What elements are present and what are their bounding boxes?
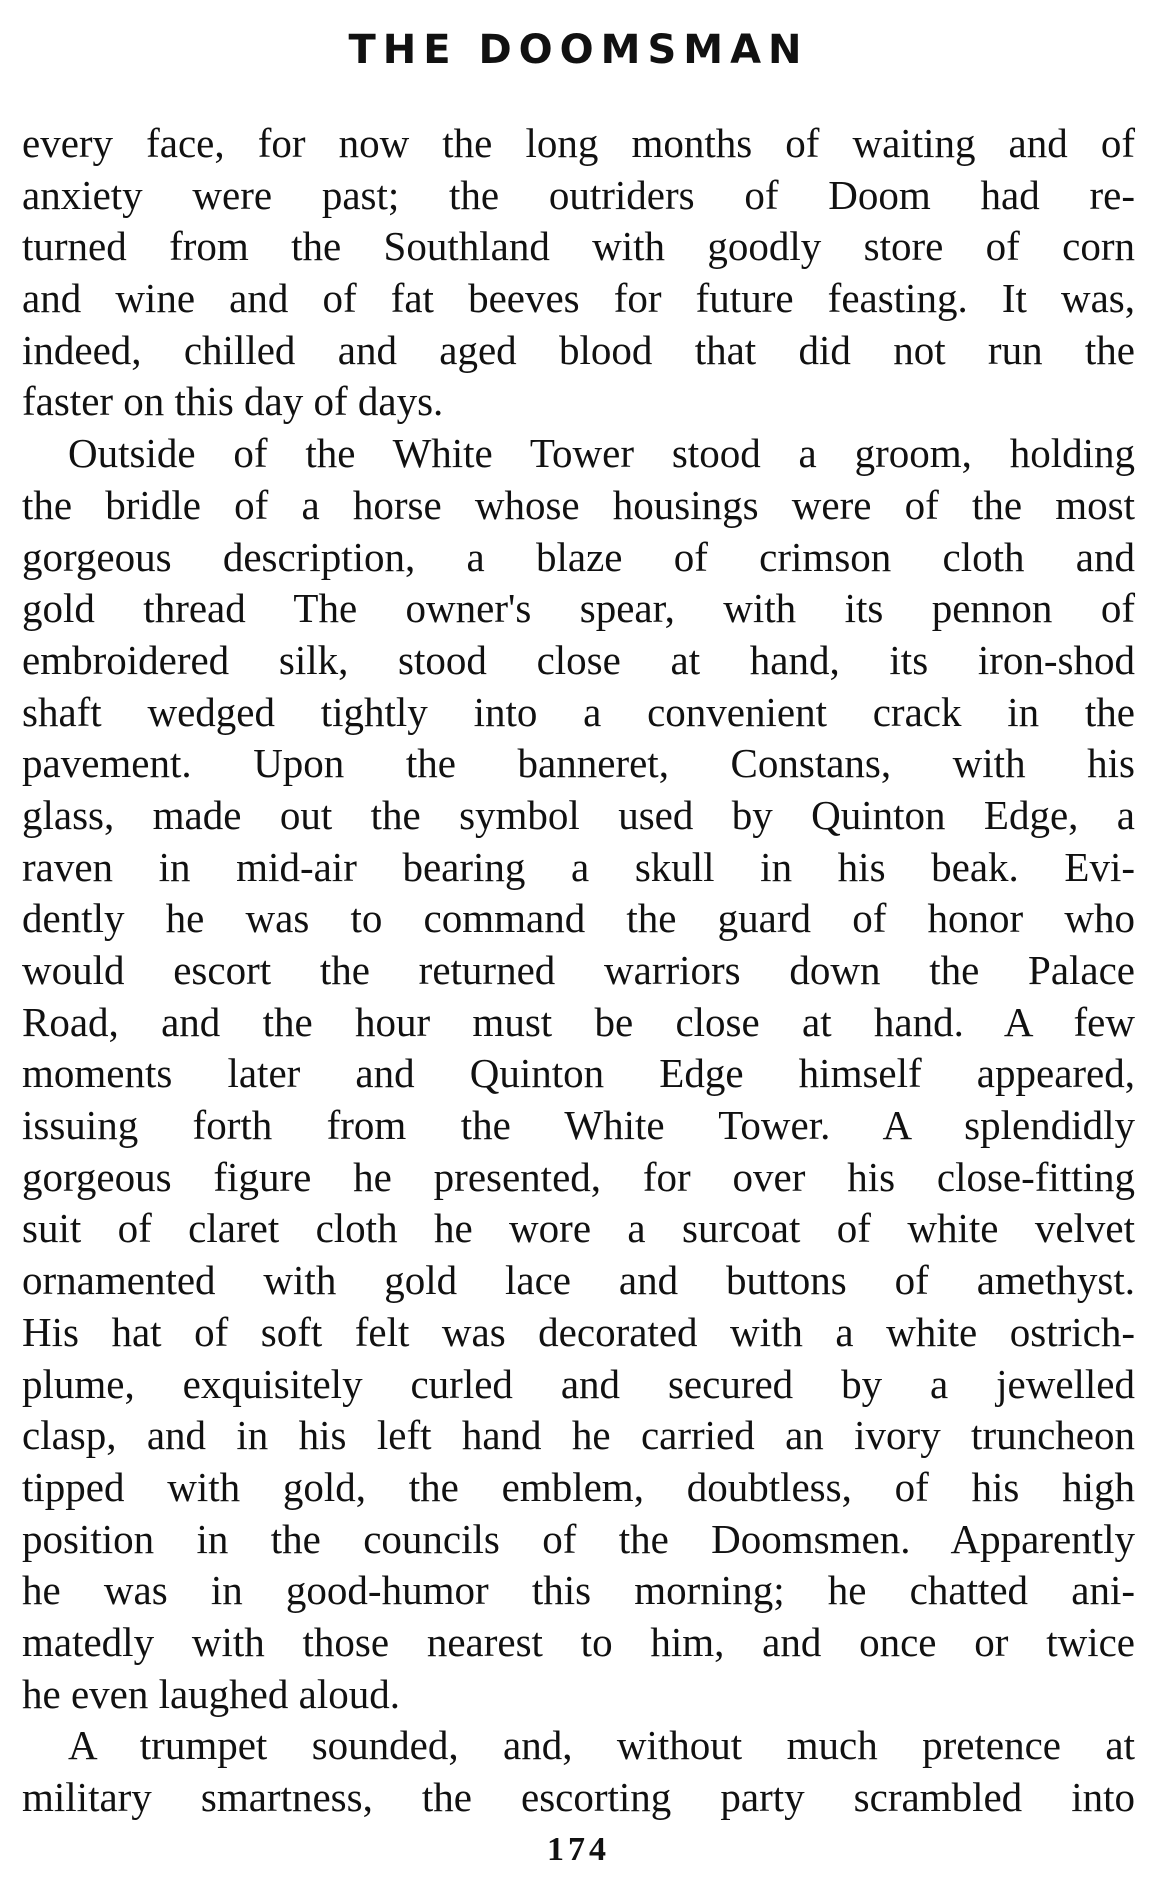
text-line: Road, and the hour must be close at hand. A few bbox=[22, 998, 1135, 1045]
text-line: anxiety were past; the outriders of Doom had re- bbox=[22, 171, 1135, 218]
text-line: the bridle of a horse whose housings were of the most bbox=[22, 481, 1135, 528]
text-line: dently he was to command the guard of honor who bbox=[22, 895, 1135, 942]
text-line: military smartness, the escorting party scrambled into bbox=[22, 1774, 1135, 1820]
text-line: position in the councils of the Doomsmen. Apparently bbox=[22, 1515, 1135, 1562]
text-line: would escort the returned warriors down the Palace bbox=[22, 947, 1135, 993]
text-line: he even laughed aloud. bbox=[22, 1670, 400, 1717]
text-line: faster on this day of days. bbox=[22, 378, 444, 425]
text-line: raven in mid-air bearing a skull in his beak. Evi- bbox=[22, 843, 1135, 890]
text-line: turned from the Southland with goodly store of corn bbox=[22, 223, 1135, 270]
text-line: matedly with those nearest to him, and once or twice bbox=[22, 1618, 1135, 1665]
text-line: ornamented with gold lace and buttons of amethyst. bbox=[22, 1257, 1135, 1304]
text-line: moments later and Quinton Edge himself appeared, bbox=[22, 1050, 1135, 1097]
text-line: clasp, and in his left hand he carried an ivory truncheon bbox=[22, 1412, 1135, 1459]
book-page bbox=[22, 0, 1135, 1892]
text-line: plume, exquisitely curled and secured by a jewelled bbox=[22, 1360, 1135, 1407]
text-line: tipped with gold, the emblem, doubtless, of his high bbox=[22, 1463, 1135, 1510]
text-line: and wine and of fat beeves for future feasting. It was, bbox=[22, 275, 1135, 322]
text-line: Outside of the White Tower stood a groom, holding bbox=[68, 430, 1135, 477]
text-line: embroidered silk, stood close at hand, its iron-shod bbox=[22, 636, 1135, 683]
paragraph-1 bbox=[22, 118, 1135, 428]
text-line: issuing forth from the White Tower. A splendidly bbox=[22, 1102, 1135, 1149]
text-line: gorgeous description, a blaze of crimson cloth and bbox=[22, 533, 1135, 580]
text-line: gorgeous figure he presented, for over his close-fitting bbox=[22, 1153, 1135, 1200]
text-line: indeed, chilled and aged blood that did not run the bbox=[22, 326, 1135, 373]
paragraph-3 bbox=[22, 1720, 1135, 1823]
text-line: gold thread The owner's spear, with its pennon of bbox=[22, 585, 1135, 632]
paragraph-2 bbox=[22, 428, 1135, 1720]
running-title: THE DOOMSMAN bbox=[348, 27, 809, 73]
text-line: every face, for now the long months of waiting and of bbox=[22, 120, 1135, 166]
text-line: A trumpet sounded, and, without much pretence at bbox=[68, 1722, 1135, 1769]
text-line: His hat of soft felt was decorated with a white ostrich- bbox=[22, 1308, 1135, 1355]
page-number: 174 bbox=[547, 1831, 610, 1868]
body-text bbox=[22, 118, 1135, 1824]
text-line: pavement. Upon the banneret, Constans, with his bbox=[22, 740, 1135, 787]
text-line: suit of claret cloth he wore a surcoat of white velvet bbox=[22, 1205, 1135, 1252]
text-line: glass, made out the symbol used by Quinton Edge, a bbox=[22, 791, 1135, 838]
text-line: shaft wedged tightly into a convenient crack in the bbox=[22, 688, 1135, 735]
text-line: he was in good-humor this morning; he chatted ani- bbox=[22, 1567, 1135, 1614]
